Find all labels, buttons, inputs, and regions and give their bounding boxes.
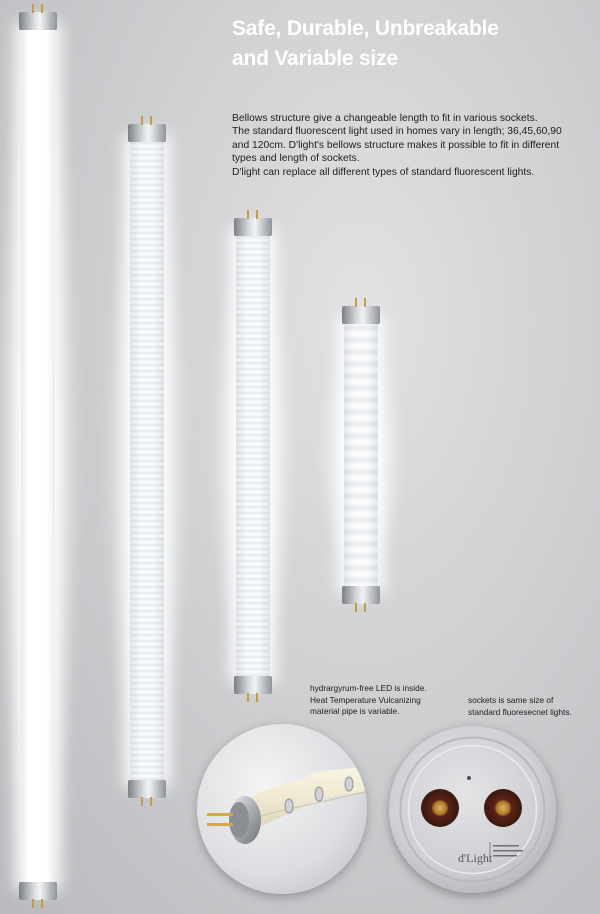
tube-pin: [150, 116, 152, 125]
tube-end-cap: [128, 124, 166, 142]
description-line-1: Bellows structure give a changeable length to fit in various sockets.: [232, 113, 538, 124]
description-line-2: The standard fluorescent light used in homes vary in length; 36,45,60,90: [232, 126, 562, 138]
socket-caption-line-2: standard fluoresecnet lights.: [468, 706, 572, 717]
socket-contact: [421, 789, 459, 827]
tube-end-cap: [19, 12, 57, 30]
tube-end-cap: [234, 676, 272, 694]
headline-line-2: and Variable size: [232, 47, 398, 70]
headline-line-1: Safe, Durable, Unbreakable: [232, 17, 499, 40]
led-pipe-detail-image: [197, 724, 367, 894]
description-line-3: and 120cm. D'light's bellows structure makes it possible to fit in different: [232, 139, 560, 151]
tube-pin: [41, 4, 43, 13]
tube-end-cap: [342, 306, 380, 324]
tube-body: [130, 140, 164, 782]
description: [232, 112, 584, 179]
tube-120cm: [21, 8, 55, 904]
description-line-4: types and length of sockets.: [232, 153, 360, 165]
tube-pin: [364, 603, 366, 612]
socket-caption: [468, 695, 572, 718]
tube-pin: [355, 298, 357, 307]
tube-pin: [141, 116, 143, 125]
socket-contact: [484, 789, 522, 827]
tube-pin: [364, 298, 366, 307]
tube-pin: [247, 693, 249, 702]
led-caption-line-3: material pipe is variable.: [310, 706, 400, 716]
tube-pin: [32, 4, 34, 13]
led-caption-line-1: hydrargyrum-free LED is inside.: [310, 683, 427, 693]
tube-pin: [150, 797, 152, 806]
tube-end-cap: [128, 780, 166, 798]
brand-logo: d'Light: [458, 851, 493, 865]
description-line-5: D'light can replace all different types of standard fluorescent lights.: [232, 166, 535, 178]
led-caption-line-2: Heat Temperature Vulcanizing: [310, 694, 421, 705]
tube-pin: [247, 210, 249, 219]
tube-end-cap: [342, 586, 380, 604]
tube-body: [344, 322, 378, 588]
tube-pin: [355, 603, 357, 612]
led-caption: [310, 683, 427, 718]
tube-60cm: [236, 214, 270, 698]
socket-detail-image: [389, 726, 556, 893]
tube-pin: [256, 210, 258, 219]
tube-pin: [256, 693, 258, 702]
tube-pin: [41, 899, 43, 908]
tube-90cm: [130, 120, 164, 802]
tube-body: [236, 234, 270, 678]
tube-end-cap: [19, 882, 57, 900]
socket-caption-line-1: sockets is same size of: [468, 695, 554, 705]
headline: [232, 14, 499, 74]
tube-body: [21, 28, 55, 884]
led-pipe-illustration: [197, 724, 367, 894]
tube-pin: [32, 899, 34, 908]
tube-36cm: [344, 302, 378, 608]
socket-illustration: [389, 726, 556, 893]
tube-pin: [141, 797, 143, 806]
tube-end-cap: [234, 218, 272, 236]
